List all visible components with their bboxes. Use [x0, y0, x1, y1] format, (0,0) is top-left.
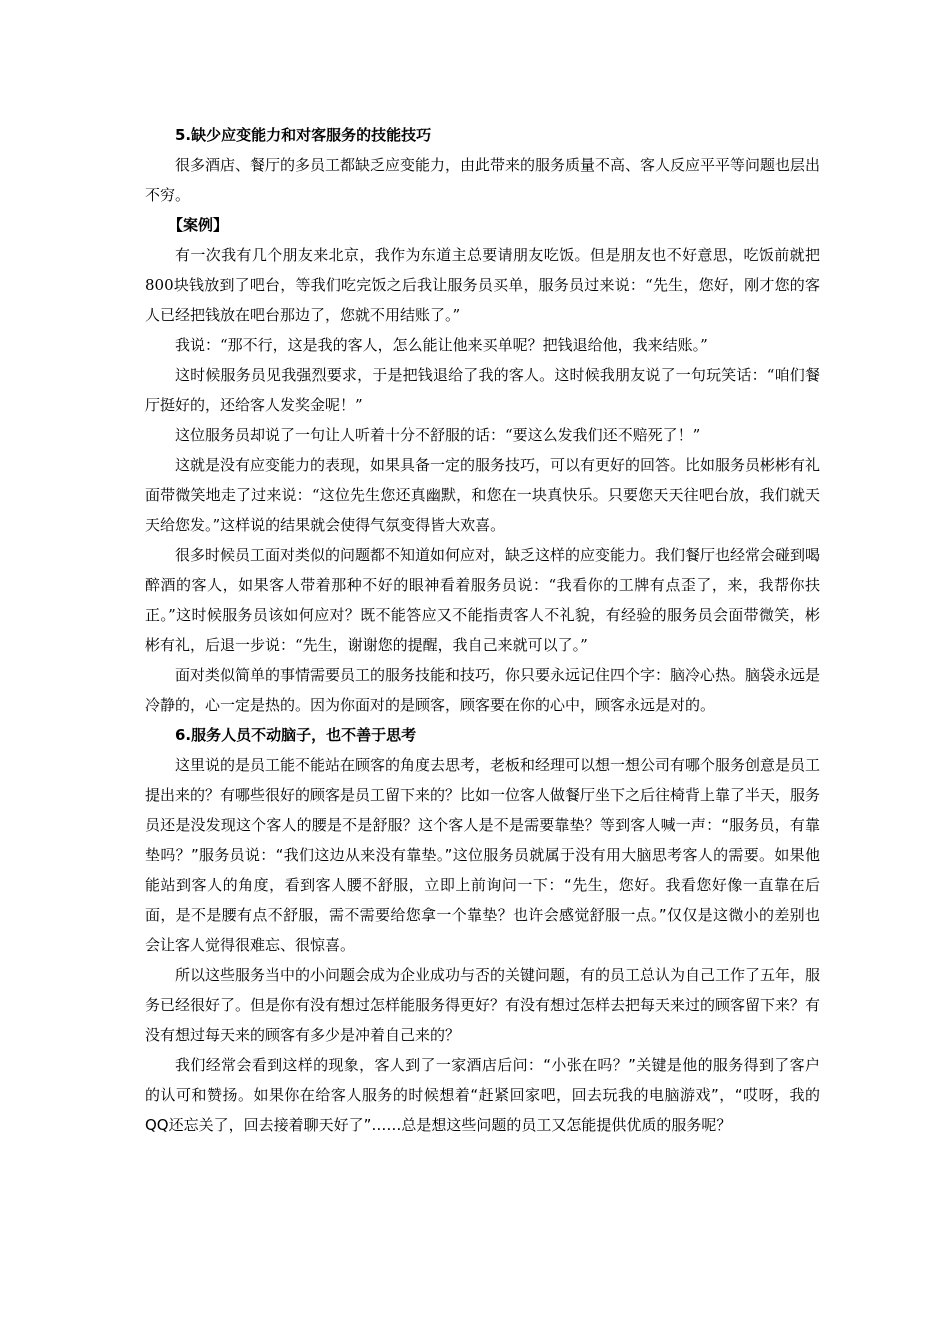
case-paragraph: 很多时候员工面对类似的问题都不知道如何应对，缺乏这样的应变能力。我们餐厅也经常会碰到喝醉酒的客人，如果客人带着那种不好的眼神看着服务员说：“我看你的工牌有点歪了，来，我帮你扶正。”这时候服务员该如何应对？既不能答应又不能指责客人不礼貌，有经验的服务员会面带微笑，彬彬有礼，后退一步说：“先生，谢谢您的提醒，我自己来就可以了。” [145, 546, 821, 654]
case-paragraph: 我说：“那不行，这是我的客人，怎么能让他来买单呢？把钱退给他，我来结账。” [175, 336, 708, 354]
section-6-paragraph: 我们经常会看到这样的现象，客人到了一家酒店后问：“小张在吗？”关键是他的服务得到了客户的认可和赞扬。如果你在给客人服务的时候想着“赶紧回家吧，回去玩我的电脑游戏”，“哎呀，我的QQ还忘关了，回去接着聊天好了”……总是想这些问题的员工又怎能提供优质的服务呢？ [145, 1056, 820, 1134]
case-paragraph: 这就是没有应变能力的表现，如果具备一定的服务技巧，可以有更好的回答。比如服务员彬彬有礼面带微笑地走了过来说：“这位先生您还真幽默，和您在一块真快乐。只要您天天往吧台放，我们就天天给您发。”这样说的结果就会使得气氛变得皆大欢喜。 [145, 456, 821, 534]
section-5-heading: 5.缺少应变能力和对客服务的技能技巧 [175, 126, 432, 144]
section-6-heading: 6.服务人员不动脑子，也不善于思考 [175, 726, 417, 744]
case-paragraph: 这时候服务员见我强烈要求，于是把钱退给了我的客人。这时候我朋友说了一句玩笑话：“咱们餐厅挺好的，还给客人发奖金呢！” [145, 366, 820, 414]
section-6-paragraph: 这里说的是员工能不能站在顾客的角度去思考，老板和经理可以想一想公司有哪个服务创意是员工提出来的？有哪些很好的顾客是员工留下来的？比如一位客人做餐厅坐下之后往椅背上靠了半天，服务员还是没发现这个客人的腰是不是舒服？这个客人是不是需要靠垫？等到客人喊一声：“服务员，有靠垫吗？”服务员说：“我们这边从来没有靠垫。”这位服务员就属于没有用大脑思考客人的需要。如果他能站到客人的角度，看到客人腰不舒服，立即上前询问一下：“先生，您好。我看您好像一直靠在后面，是不是腰有点不舒服，需不需要给您拿一个靠垫？也许会感觉舒服一点。”仅仅是这微小的差别也会让客人觉得很难忘、很惊喜。 [145, 756, 821, 954]
case-paragraph: 这位服务员却说了一句让人听着十分不舒服的话：“要这么发我们还不赔死了！” [175, 426, 701, 444]
section-6-paragraph: 所以这些服务当中的小问题会成为企业成功与否的关键问题，有的员工总认为自己工作了五年，服务已经很好了。但是你有没有想过怎样能服务得更好？有没有想过怎样去把每天来过的顾客留下来？有没有想过每天来的顾客有多少是冲着自己来的？ [145, 966, 821, 1044]
case-label: 【案例】 [168, 216, 229, 234]
document-page [145, 120, 820, 1140]
section-5-intro: 很多酒店、餐厅的多员工都缺乏应变能力，由此带来的服务质量不高、客人反应平平等问题也层出不穷。 [145, 156, 821, 204]
case-paragraph: 有一次我有几个朋友来北京，我作为东道主总要请朋友吃饭。但是朋友也不好意思，吃饭前就把800块钱放到了吧台，等我们吃完饭之后我让服务员买单，服务员过来说：“先生，您好，刚才您的客人已经把钱放在吧台那边了，您就不用结账了。” [145, 246, 820, 324]
section-5-closing: 面对类似简单的事情需要员工的服务技能和技巧，你只要永远记住四个字：脑冷心热。脑袋永远是冷静的，心一定是热的。因为你面对的是顾客，顾客要在你的心中，顾客永远是对的。 [145, 666, 821, 714]
